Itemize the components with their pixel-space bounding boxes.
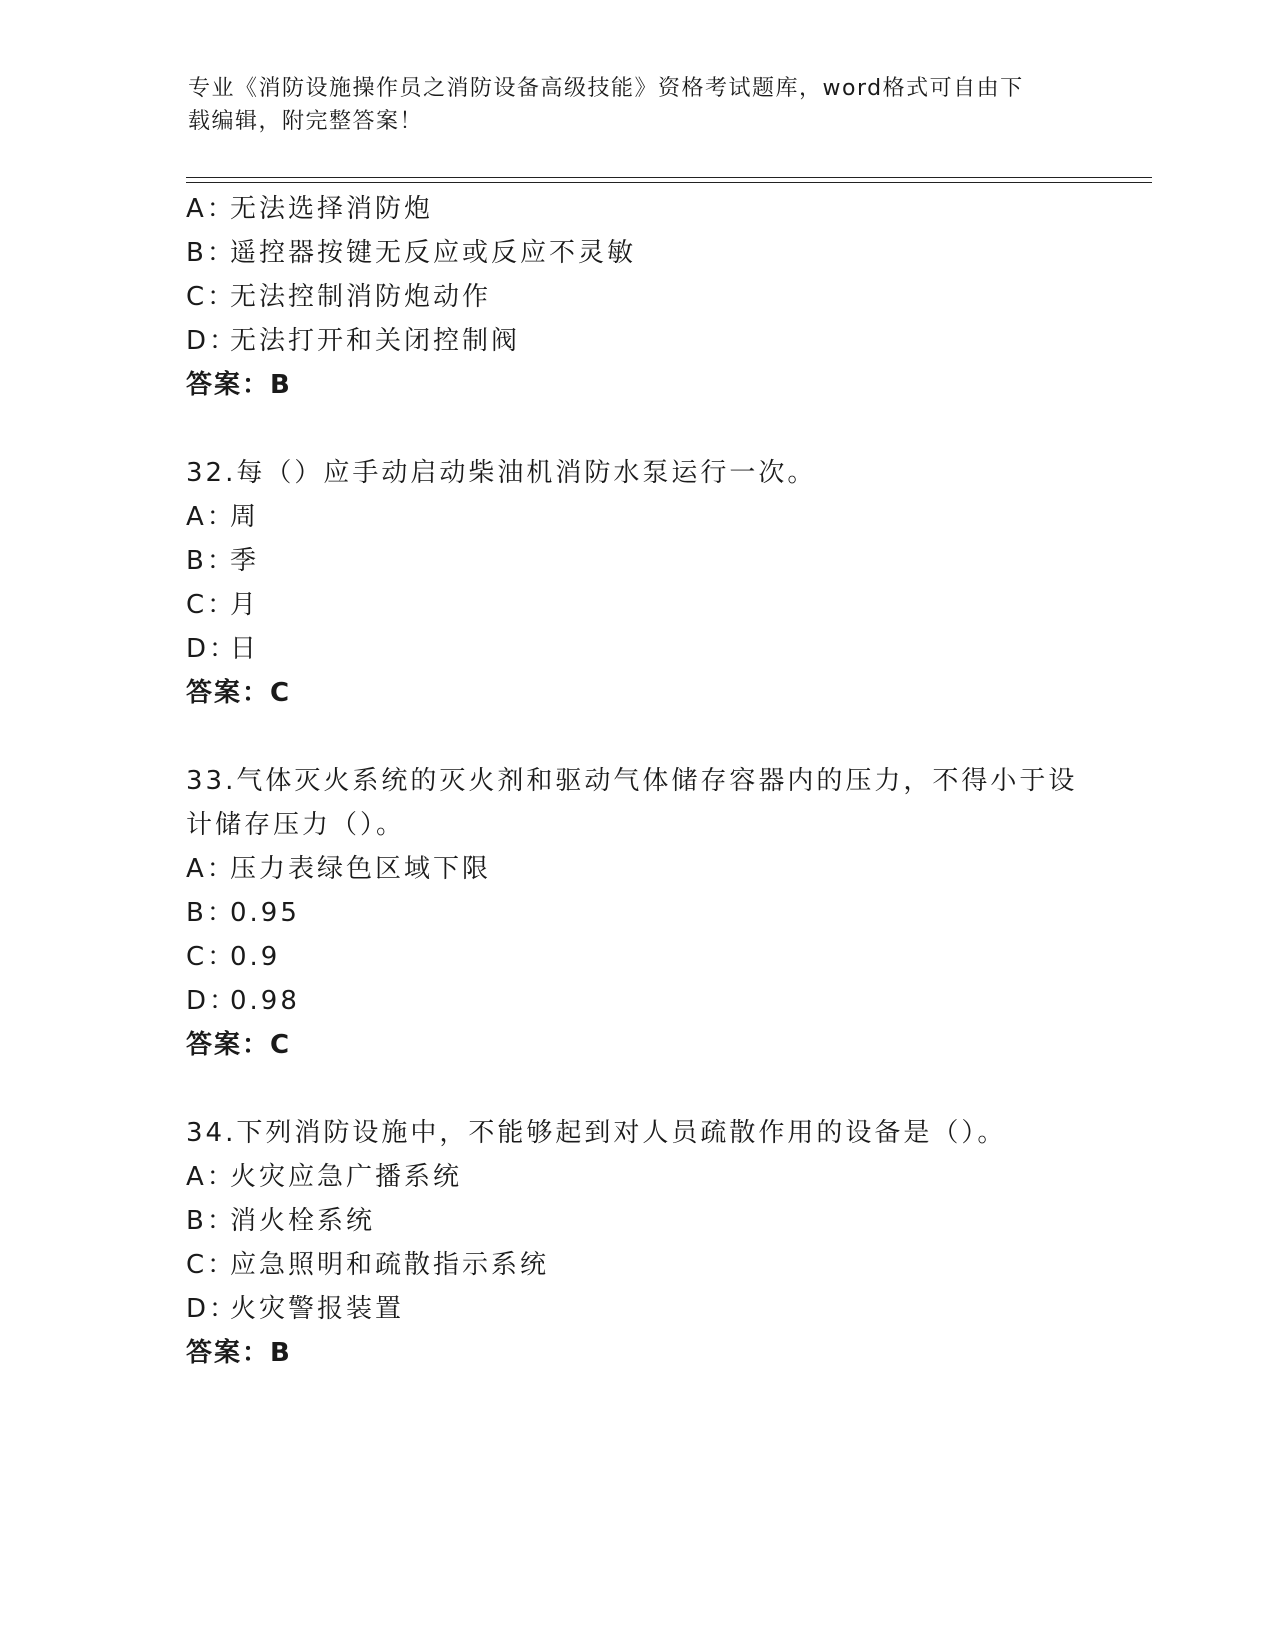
option-text: 无法选择消防炮 — [230, 194, 434, 224]
option-text: 日 — [230, 634, 260, 664]
option-key: A： — [186, 1162, 236, 1192]
q31-option-a — [186, 192, 433, 226]
option-key: B： — [186, 238, 236, 268]
q31-option-c — [186, 280, 491, 314]
q31-option-b — [186, 236, 636, 270]
option-text: 应急照明和疏散指示系统 — [230, 1250, 550, 1280]
document-header — [188, 72, 1068, 138]
option-key: D： — [186, 326, 239, 356]
q33-option-d — [186, 984, 300, 1018]
q34-option-b — [186, 1204, 375, 1238]
option-text: 火灾应急广播系统 — [230, 1162, 463, 1192]
header-line-1: 专业《消防设施操作员之消防设备高级技能》资格考试题库，word格式可自由下 — [188, 76, 1024, 101]
q31-option-d — [186, 324, 520, 358]
option-text: 消火栓系统 — [230, 1206, 376, 1236]
option-key: D： — [186, 986, 239, 1016]
option-text: 火灾警报装置 — [230, 1294, 405, 1324]
q33-option-c — [186, 940, 280, 974]
option-key: D： — [186, 634, 239, 664]
option-text: 季 — [230, 546, 260, 576]
option-key: B： — [186, 1206, 236, 1236]
q32-option-d — [186, 632, 259, 666]
option-text: 无法打开和关闭控制阀 — [230, 326, 521, 356]
option-key: C： — [186, 282, 237, 312]
header-divider-bottom — [186, 182, 1152, 183]
q34-option-d — [186, 1292, 404, 1326]
q32-option-a — [186, 500, 259, 534]
option-key: A： — [186, 194, 236, 224]
q33-question-line-2: 计储存压力（）。 — [186, 810, 406, 840]
option-key: A： — [186, 854, 236, 884]
q34-option-a — [186, 1160, 462, 1194]
option-text: 无法控制消防炮动作 — [230, 282, 492, 312]
option-key: C： — [186, 1250, 237, 1280]
option-text: 压力表绿色区域下限 — [230, 854, 492, 884]
option-text: 月 — [230, 590, 260, 620]
option-text: 0.9 — [230, 942, 281, 972]
header-line-2: 载编辑，附完整答案！ — [188, 109, 424, 134]
option-key: C： — [186, 590, 237, 620]
option-key: C： — [186, 942, 237, 972]
q33-option-a — [186, 852, 491, 886]
option-key: D： — [186, 1294, 239, 1324]
q32-question: 32.每（）应手动启动柴油机消防水泵运行一次。 — [186, 458, 817, 488]
q34-question: 34.下列消防设施中，不能够起到对人员疏散作用的设备是（）。 — [186, 1118, 1007, 1148]
option-text: 0.98 — [230, 986, 300, 1016]
q33-option-b — [186, 896, 300, 930]
q34-answer: 答案：B — [186, 1338, 292, 1368]
option-text: 遥控器按键无反应或反应不灵敏 — [230, 238, 637, 268]
q32-option-b — [186, 544, 259, 578]
q33-answer: 答案：C — [186, 1030, 292, 1060]
q31-answer: 答案：B — [186, 370, 292, 400]
option-key: B： — [186, 546, 236, 576]
option-key: B： — [186, 898, 236, 928]
option-key: A： — [186, 502, 236, 532]
q32-option-c — [186, 588, 259, 622]
header-divider-top — [186, 177, 1152, 178]
q33-question-line-1: 33.气体灭火系统的灭火剂和驱动气体储存容器内的压力，不得小于设 — [186, 766, 1078, 796]
q34-option-c — [186, 1248, 549, 1282]
option-text: 周 — [230, 502, 260, 532]
q32-answer: 答案：C — [186, 678, 292, 708]
option-text: 0.95 — [230, 898, 300, 928]
